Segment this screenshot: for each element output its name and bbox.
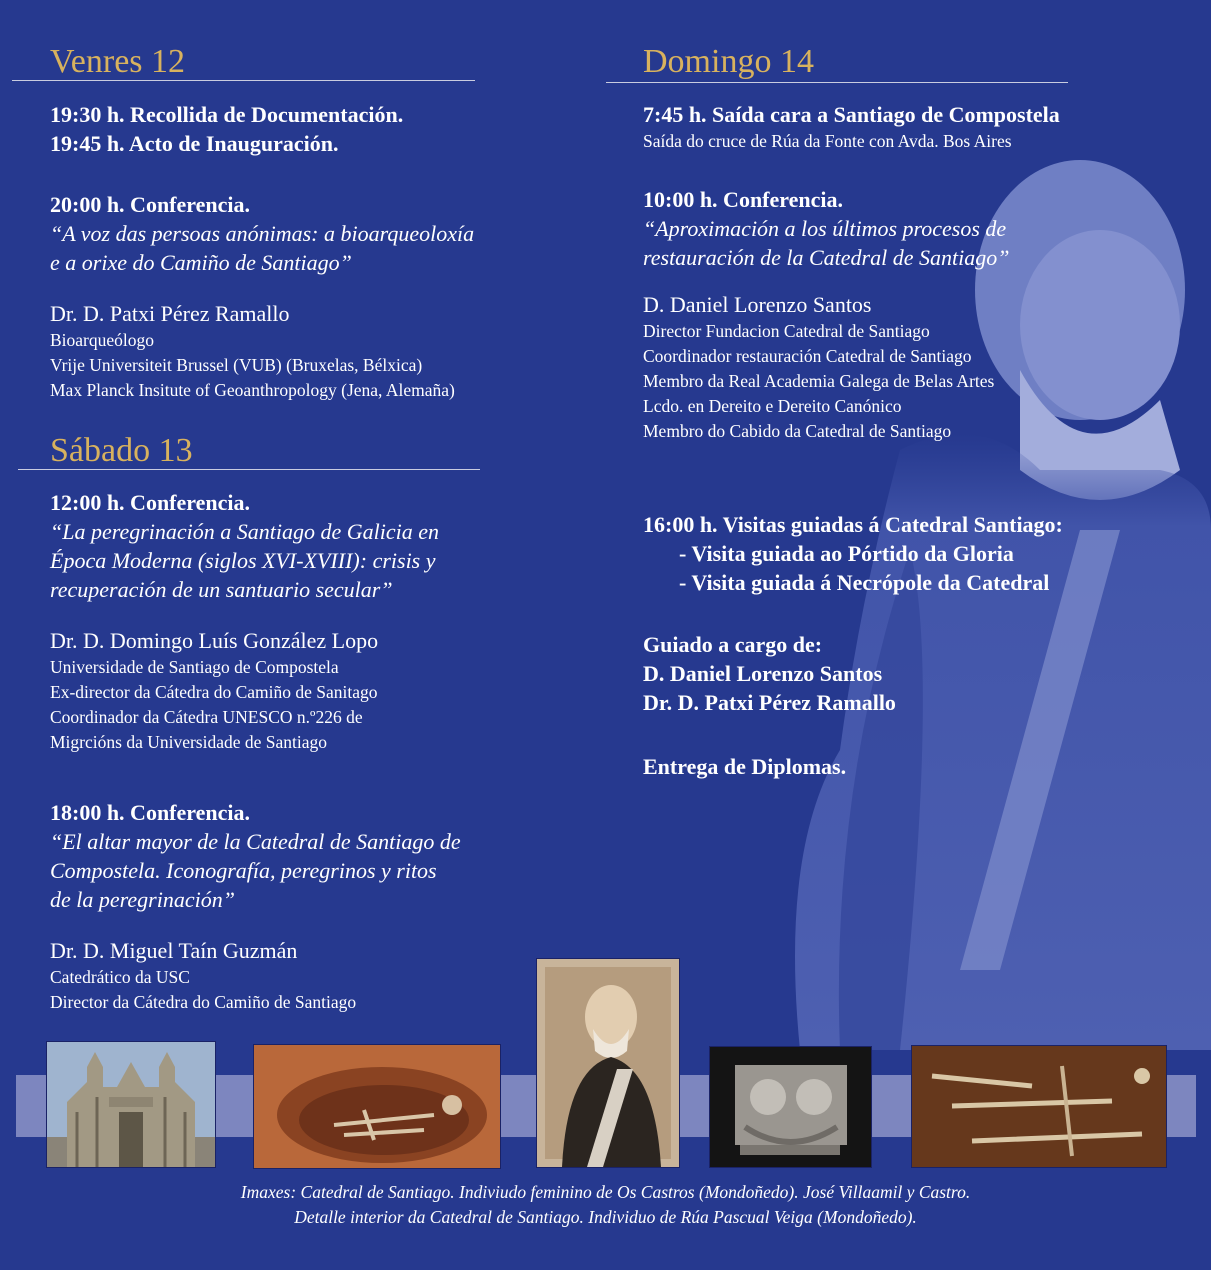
speaker-name: Dr. D. Patxi Pérez Ramallo bbox=[50, 301, 290, 326]
speaker-affiliation: Director Fundacion Catedral de Santiago bbox=[643, 321, 930, 341]
departure-detail: Saída do cruce de Rúa da Fonte con Avda. Bos Aires bbox=[643, 131, 1012, 151]
visit-item: - Visita guiada ao Pórtido da Gloria bbox=[679, 541, 1014, 566]
day-title-friday: Venres 12 bbox=[50, 43, 186, 80]
speaker-affiliation: Bioarqueólogo bbox=[50, 330, 155, 350]
conference-title-line: recuperación de un santuario secular” bbox=[50, 577, 393, 602]
speaker-affiliation: Ex-director da Cátedra do Camiño de Sanitago bbox=[50, 682, 378, 702]
speaker-name: Dr. D. Domingo Luís González Lopo bbox=[50, 628, 379, 653]
speaker-affiliation: Coordinador da Cátedra UNESCO n.º226 de bbox=[50, 707, 363, 727]
conference-title-line: “A voz das persoas anónimas: a bioarqueoloxía bbox=[50, 221, 475, 246]
speaker-affiliation: Director da Cátedra do Camiño de Santiago bbox=[50, 992, 357, 1012]
sunday-guides bbox=[643, 630, 896, 717]
sunday-closing bbox=[643, 752, 846, 781]
conference-heading: 10:00 h. Conferencia. bbox=[643, 187, 844, 212]
conference-heading: 18:00 h. Conferencia. bbox=[50, 800, 251, 825]
speaker-affiliation: Universidade de Santiago de Compostela bbox=[50, 657, 339, 677]
saturday-conference-1 bbox=[50, 488, 439, 755]
friday-schedule bbox=[50, 100, 403, 158]
conference-heading: 20:00 h. Conferencia. bbox=[50, 192, 251, 217]
saturday-conference-2 bbox=[50, 798, 461, 1015]
conference-heading: 12:00 h. Conferencia. bbox=[50, 490, 251, 515]
conference-title-line: Compostela. Iconografía, peregrinos y ritos bbox=[50, 858, 437, 883]
caption-line: Detalle interior da Catedral de Santiago. Individuo de Rúa Pascual Veiga (Mondoñedo). bbox=[294, 1207, 917, 1227]
sunday-departure bbox=[643, 100, 1060, 154]
speaker-name: D. Daniel Lorenzo Santos bbox=[643, 292, 872, 317]
speaker-affiliation: Max Planck Insitute of Geoanthropology (Jena, Alemaña) bbox=[50, 380, 455, 400]
conference-title-line: “El altar mayor de la Catedral de Santiago de bbox=[50, 829, 461, 854]
conference-title-line: Época Moderna (siglos XVI-XVIII): crisis y bbox=[50, 548, 436, 573]
conference-title-line: “La peregrinación a Santiago de Galicia en bbox=[50, 519, 440, 544]
carved-stone-detail-photo bbox=[709, 1046, 872, 1168]
excavation-skeleton-photo bbox=[253, 1044, 501, 1169]
speaker-affiliation: Coordinador restauración Catedral de Santiago bbox=[643, 346, 972, 366]
portrait-man-photo bbox=[536, 958, 680, 1168]
cathedral-facade-photo bbox=[46, 1041, 216, 1168]
day-title-sunday: Domingo 14 bbox=[643, 43, 814, 80]
friday-conference bbox=[50, 190, 474, 403]
conference-title-line: restauración de la Catedral de Santiago” bbox=[643, 245, 1010, 270]
visits-heading: 16:00 h. Visitas guiadas á Catedral Santiago: bbox=[643, 512, 1063, 537]
schedule-item: 19:30 h. Recollida de Documentación. bbox=[50, 102, 404, 127]
guide-name: D. Daniel Lorenzo Santos bbox=[643, 661, 883, 686]
image-captions bbox=[0, 1180, 1211, 1230]
guide-name: Dr. D. Patxi Pérez Ramallo bbox=[643, 690, 896, 715]
divider-rule bbox=[606, 82, 1068, 83]
day-title-saturday: Sábado 13 bbox=[50, 432, 193, 469]
speaker-affiliation: Catedrático da USC bbox=[50, 967, 190, 987]
visit-item: - Visita guiada á Necrópole da Catedral bbox=[679, 570, 1050, 595]
guides-heading: Guiado a cargo de: bbox=[643, 632, 823, 657]
schedule-item: 19:45 h. Acto de Inauguración. bbox=[50, 131, 339, 156]
divider-rule bbox=[18, 469, 480, 470]
divider-rule bbox=[12, 80, 475, 81]
speaker-affiliation: Vrije Universiteit Brussel (VUB) (Bruxelas, Bélxica) bbox=[50, 355, 423, 375]
speaker-affiliation: Membro da Real Academia Galega de Belas Artes bbox=[643, 371, 995, 391]
conference-title-line: de la peregrinación” bbox=[50, 887, 235, 912]
conference-title-line: “Aproximación a los últimos procesos de bbox=[643, 216, 1007, 241]
departure-heading: 7:45 h. Saída cara a Santiago de Compostela bbox=[643, 102, 1060, 127]
speaker-name: Dr. D. Miguel Taín Guzmán bbox=[50, 938, 298, 963]
conference-title-line: e a orixe do Camiño de Santiago” bbox=[50, 250, 352, 275]
burial-remains-photo bbox=[911, 1045, 1167, 1168]
sunday-conference bbox=[643, 185, 1009, 444]
speaker-affiliation: Membro do Cabido da Catedral de Santiago bbox=[643, 421, 952, 441]
closing-text: Entrega de Diplomas. bbox=[643, 754, 847, 779]
speaker-affiliation: Migrcións da Universidade de Santiago bbox=[50, 732, 328, 752]
caption-line: Imaxes: Catedral de Santiago. Indiviudo feminino de Os Castros (Mondoñedo). José Villaamil y Castro. bbox=[240, 1182, 971, 1202]
sunday-visits bbox=[643, 510, 1063, 597]
speaker-affiliation: Lcdo. en Dereito e Dereito Canónico bbox=[643, 396, 902, 416]
